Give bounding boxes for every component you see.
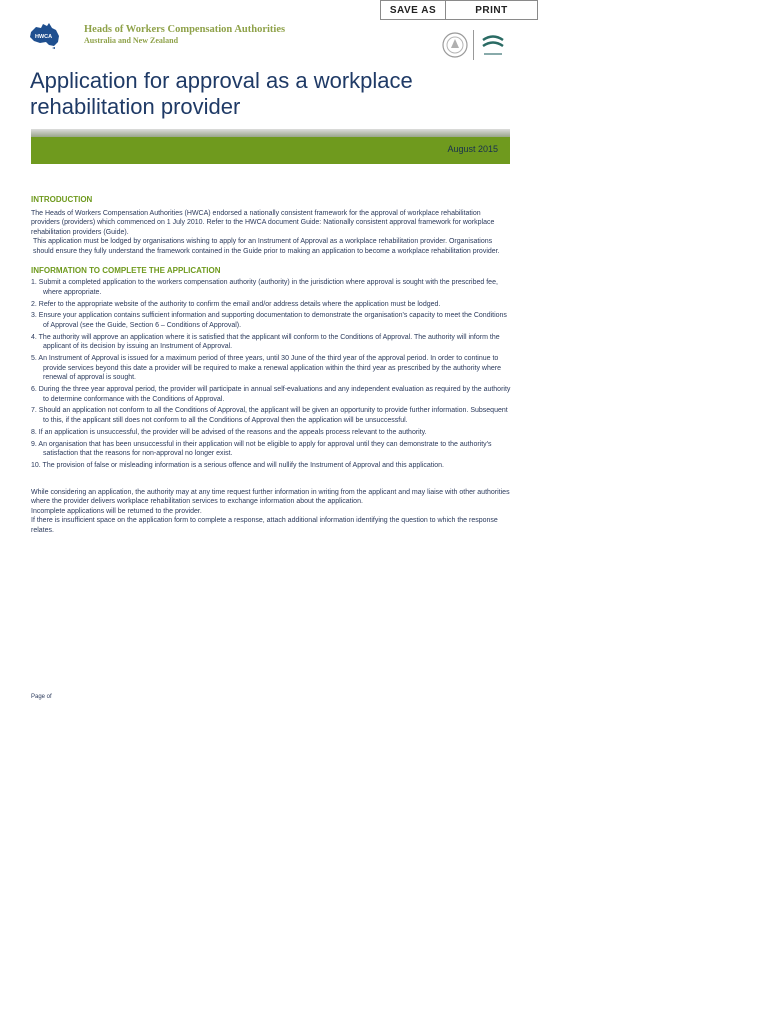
- closing-notes: [31, 488, 511, 536]
- government-crest-icon: [441, 31, 469, 59]
- hwca-australia-logo-icon: [28, 22, 62, 50]
- introduction-paragraph: This application must be lodged by organisations wishing to apply for an Instrument of Approval as a workplace rehabilitation provider. Organisations should ensure they fully understand the framework contained in the Guide prior to making an application to become a workplace rehabilitation provider.: [33, 238, 500, 255]
- print-button[interactable]: PRINT: [446, 0, 538, 20]
- toolbar: [380, 0, 538, 20]
- partner-logos: [441, 30, 508, 60]
- information-heading: INFORMATION TO COMPLETE THE APPLICATION: [31, 265, 221, 275]
- logo-divider: [473, 30, 474, 60]
- document-date: August 2015: [447, 144, 498, 154]
- svg-text:HWCA: HWCA: [35, 34, 53, 40]
- header-band: [31, 137, 510, 164]
- closing-paragraph: Incomplete applications will be returned to the provider.: [31, 507, 202, 515]
- list-item: 4. The authority will approve an application where it is satisfied that the applicant will conform to the Conditions of Approval. The authority will inform the applicant of its decision by issuing an Instrument of Approval.: [31, 333, 500, 351]
- save-as-button[interactable]: SAVE AS: [380, 0, 446, 20]
- introduction-heading: INTRODUCTION: [31, 195, 93, 204]
- closing-paragraph: While considering an application, the authority may at any time request further information in writing from the applicant and may liaise with other authorities where the provider delivers workplace rehabilitation services to exchange information about the application.: [31, 488, 510, 506]
- list-item: 1. Submit a completed application to the workers compensation authority (authority) in the jurisdiction where approval is sought with the prescribed fee, where appropriate.: [31, 279, 498, 296]
- list-item: 2. Refer to the appropriate website of the authority to confirm the email and/or address details where the application must be lodged.: [31, 300, 441, 308]
- safety-authority-logo-icon: [478, 31, 508, 59]
- org-region: Australia and New Zealand: [84, 36, 179, 45]
- org-name: Heads of Workers Compensation Authorities: [84, 24, 286, 35]
- list-item: 5. An Instrument of Approval is issued for a maximum period of three years, until 30 June of the third year of the approval period. In order to continue to provide services beyond this date a provider will be required to make a renewal application within the third year as prescribed by the authority where renewal of approval is sought.: [31, 355, 501, 382]
- list-item: 9. An organisation that has been unsuccessful in their application will not be eligible to apply for approval until they can demonstrate to the authority's satisfaction that the reasons for non-approval no longer exist.: [31, 440, 492, 458]
- introduction-paragraph: The Heads of Workers Compensation Authorities (HWCA) endorsed a nationally consistent framework for the approval of workplace rehabilitation providers (providers) which commenced on 1 July 2010. Refer to the HWCA document Guide: Nationally consistent approval framework for workplace rehabilitation providers (Guide).: [31, 209, 495, 236]
- page-title: Application for approval as a workplace rehabilitation provider: [30, 68, 413, 119]
- list-item: 10. The provision of false or misleading information is a serious offence and will nullify the Instrument of Approval and this application.: [31, 461, 444, 469]
- list-item: 8. If an application is unsuccessful, the provider will be advised of the reasons and the appeals process relevant to the authority.: [31, 428, 427, 436]
- list-item: 3. Ensure your application contains sufficient information and supporting documentation to demonstrate the organisation's capacity to meet the Conditions of Approval (see the Guide, Section 6 – Conditions of Approval).: [31, 312, 507, 329]
- instructions-list: [31, 278, 511, 470]
- list-item: 6. During the three year approval period, the provider will participate in annual self-evaluations and any independent evaluation as required by the authority to determine conformance with the Conditions of Approval.: [31, 386, 511, 403]
- closing-paragraph: If there is insufficient space on the application form to complete a response, attach additional information identifying the question to which the response relates.: [31, 517, 498, 534]
- document-body: [31, 195, 511, 536]
- page-number: Page of: [31, 694, 52, 700]
- list-item: 7. Should an application not conform to all the Conditions of Approval, the applicant will be given an opportunity to provide further information. Subsequent to this, if the applicant still does not conform to all the Conditions of Approval then the application will be unsuccessful.: [31, 407, 508, 424]
- org-header: [28, 22, 285, 50]
- header-band-gradient: [31, 129, 510, 137]
